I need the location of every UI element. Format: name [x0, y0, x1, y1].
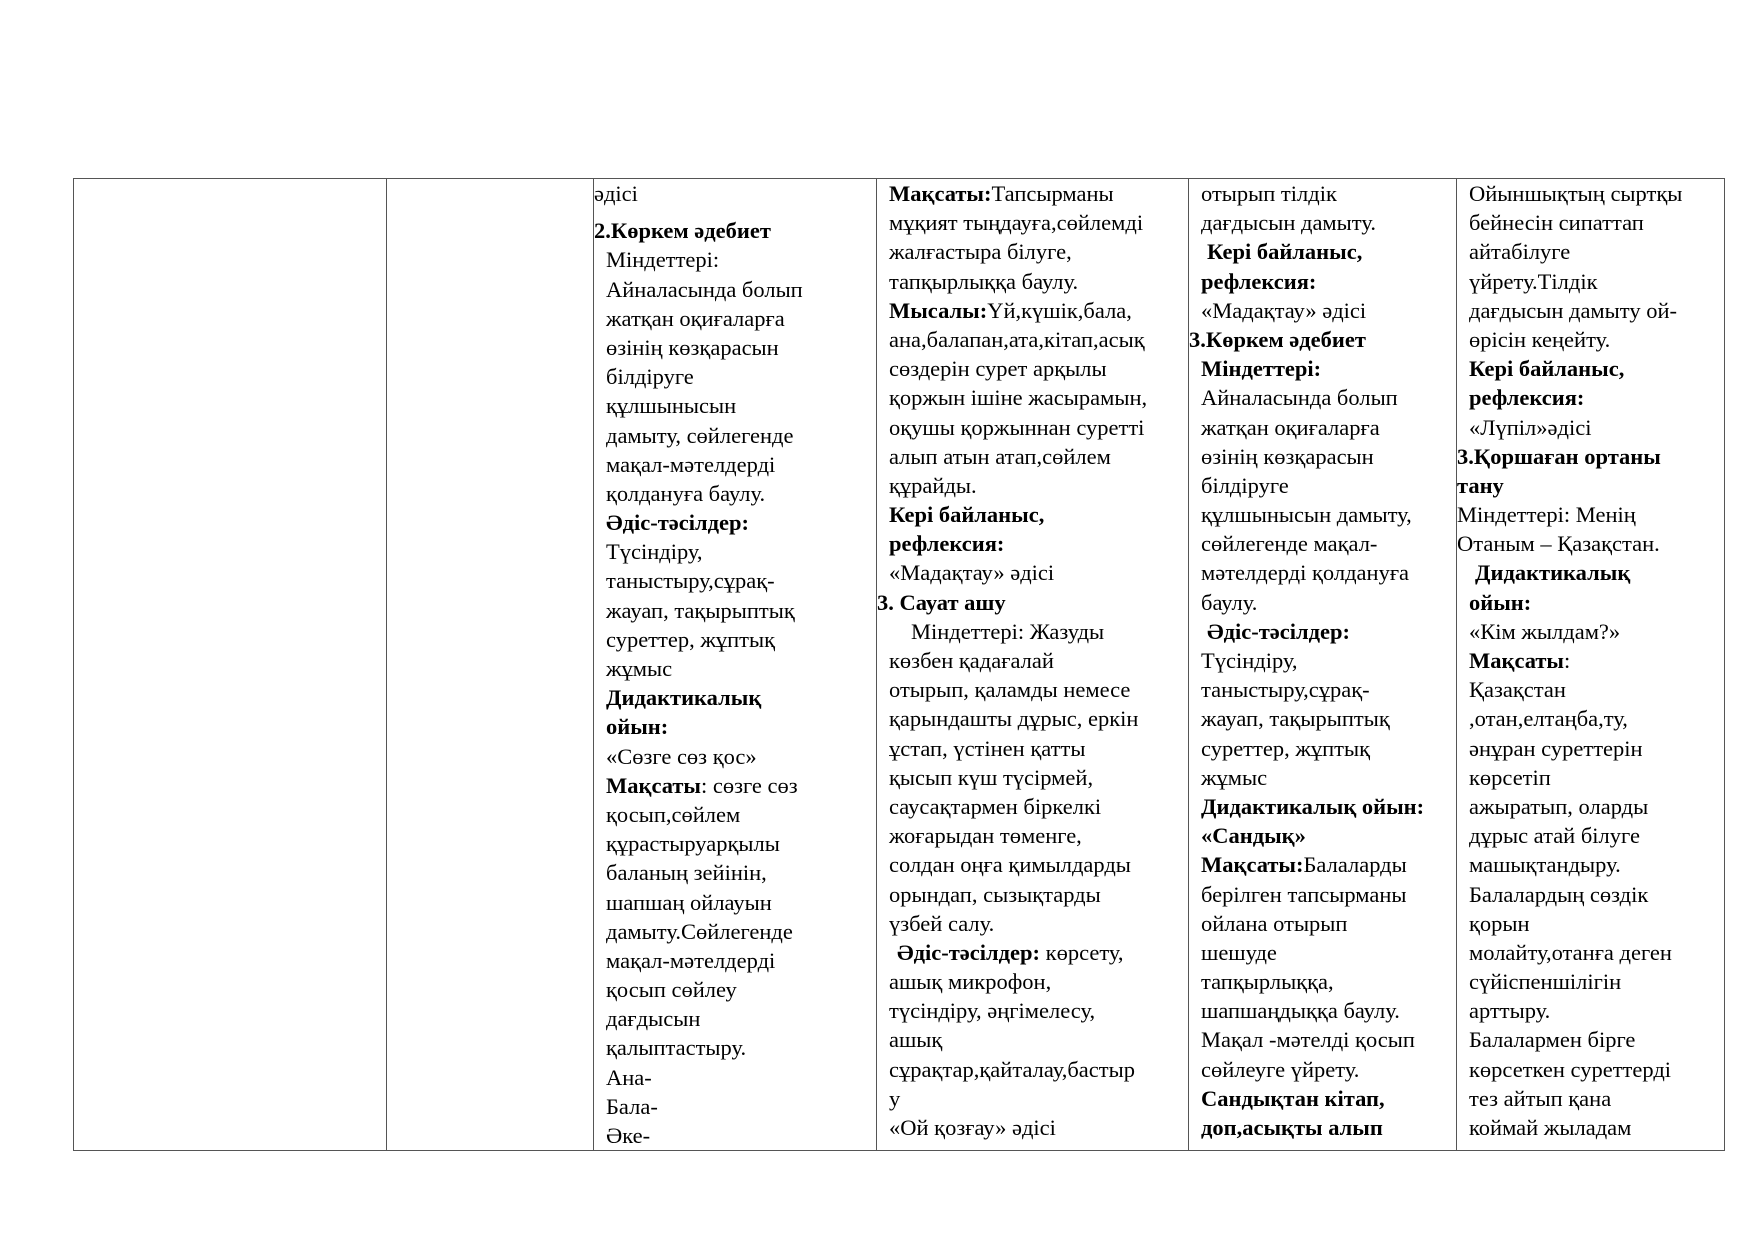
text-line: дұрыс атай білуге: [1469, 823, 1640, 849]
text-run: :: [1564, 648, 1571, 673]
text-line: қолдануға баулу.: [606, 480, 766, 506]
text-line: Түсіндіру,: [606, 539, 703, 565]
text-line: жоғарыдан төменге,: [889, 823, 1082, 849]
text-line: доп,асықты алып: [1201, 1115, 1383, 1140]
text-line: Міндеттері:: [606, 247, 720, 273]
text-line: көрсеткен суреттерді: [1469, 1056, 1672, 1082]
text-line: Ана-: [606, 1064, 652, 1090]
text-line: қорын: [1469, 910, 1530, 936]
text-line: солдан оңға қимылдарды: [889, 852, 1131, 878]
table-cell-col-5: [1189, 179, 1457, 1151]
text-line: «Сөзге сөз қос»: [606, 743, 757, 769]
text-run: Тапсырманы: [991, 181, 1114, 206]
text-run: Әдіс-тәсілдер:: [897, 939, 1041, 965]
text-line: түсіндіру, әңгімелесу,: [889, 998, 1096, 1024]
text-line: Балалардың сөздік: [1469, 881, 1649, 907]
text-line: у: [889, 1085, 901, 1111]
text-line: қосып,сөйлем: [606, 801, 741, 827]
text-line: қарындашты дұрыс, еркін: [889, 706, 1139, 732]
text-line: ойын:: [1469, 589, 1532, 615]
text-line: үйрету.Тілдік: [1469, 268, 1598, 294]
text-line: сұрақтар,қайталау,бастыр: [889, 1056, 1135, 1082]
table-cell-col-2: [387, 179, 594, 1151]
text-line: «Сандық»: [1201, 823, 1306, 849]
text-line: жатқан оқиғаларға: [1201, 414, 1380, 440]
text-line: Түсіндіру,: [1201, 648, 1298, 673]
text-line: әдісі: [594, 181, 638, 206]
text-line: тапқырлыққа,: [1201, 969, 1334, 995]
lesson-plan-table: [73, 178, 1725, 1151]
text-line: Міндеттері: Менің: [1457, 502, 1636, 528]
text-line: оқушы қоржыннан суретті: [889, 414, 1145, 440]
text-line: [877, 296, 1188, 325]
text-line: қалыптастыру.: [606, 1035, 747, 1061]
text-line: құрайды.: [889, 472, 977, 498]
text-line: өзінің көзқарасын: [1201, 443, 1374, 469]
text-line: саусақтармен біркелкі: [889, 793, 1102, 819]
text-line: рефлексия:: [1201, 268, 1317, 294]
text-line: «Ой қозғау» әдісі: [889, 1115, 1056, 1140]
text-line: ойлана отырып: [1201, 910, 1348, 936]
text-line: орындап, сызықтарды: [889, 881, 1101, 907]
text-line: «Лүпіл»әдісі: [1469, 414, 1592, 440]
text-line: сүйіспеншілігін: [1469, 969, 1622, 995]
text-line: таныстыру,сұрақ-: [1201, 677, 1370, 703]
text-line: үзбей салу.: [889, 910, 995, 936]
text-line: баланың зейінін,: [606, 860, 767, 886]
text-line: дағдысын дамыту ой-: [1469, 297, 1677, 323]
text-line: Кері байланыс,: [889, 502, 1045, 528]
text-line: құлшынысын: [606, 393, 737, 419]
text-line: [1457, 646, 1724, 675]
text-line: өрісін кеңейту.: [1469, 326, 1611, 352]
text-line: Сандықтан кітап,: [1201, 1085, 1385, 1111]
text-run: Мақсаты:: [889, 181, 992, 206]
text-line: мақал-мәтелдерді: [606, 451, 776, 477]
text-line: бейнесін сипаттап: [1469, 210, 1644, 236]
text-line: коймай жыладам: [1469, 1115, 1632, 1140]
text-line: айтабілуге: [1469, 239, 1571, 265]
text-line: мұқият тыңдауға,сөйлемді: [889, 210, 1144, 236]
text-line: «Мадақтау» әдісі: [889, 560, 1055, 586]
text-line: ұстап, үстінен қатты: [889, 735, 1086, 761]
text-line: [594, 771, 876, 800]
text-line: «Мадақтау» әдісі: [1201, 297, 1367, 323]
text-line: дамыту, сөйлегенде: [606, 422, 794, 448]
text-line: құлшынысын дамыту,: [1201, 502, 1412, 528]
text-line: рефлексия:: [1469, 385, 1585, 411]
text-line: Әдіс-тәсілдер:: [1207, 618, 1351, 644]
text-line: сөйлегенде мақал-: [1201, 531, 1378, 557]
text-line: Мақал -мәтелді қосып: [1201, 1027, 1415, 1053]
text-line: Балалармен бірге: [1469, 1027, 1636, 1053]
text-run: Үй,күшік,бала,: [987, 297, 1132, 323]
text-line: 3. Сауат ашу: [877, 589, 1006, 615]
text-line: Әке-: [606, 1123, 651, 1148]
table-row: [74, 179, 1725, 1151]
text-line: қосып сөйлеу: [606, 977, 737, 1003]
text-line: Айналасында болып: [1201, 385, 1398, 411]
text-line: 2.Көркем әдебиет: [594, 218, 771, 244]
text-line: Бала-: [606, 1093, 658, 1119]
text-line: жауап, тақырыптық: [1201, 706, 1390, 732]
text-line: білдіруге: [1201, 472, 1289, 498]
text-line: машықтандыру.: [1469, 852, 1621, 878]
text-line: ашық: [889, 1027, 943, 1053]
text-line: әнұран суреттерін: [1469, 735, 1643, 761]
text-line: суреттер, жұптық: [1201, 735, 1371, 761]
text-line: [877, 938, 1188, 967]
text-run: Мақсаты: [1469, 648, 1564, 673]
text-line: ,отан,елтаңба,ту,: [1469, 706, 1628, 732]
text-run: : сөзге сөз: [701, 772, 798, 798]
text-line: тапқырлыққа баулу.: [889, 268, 1079, 294]
text-line: таныстыру,сұрақ-: [606, 568, 775, 594]
text-line: мақал-мәтелдерді: [606, 947, 776, 973]
text-line: жауап, тақырыптық: [606, 597, 795, 623]
text-line: алып атын атап,сөйлем: [889, 443, 1111, 469]
text-line: құрастыруарқылы: [606, 831, 780, 857]
text-line: өзінің көзқарасын: [606, 334, 779, 360]
text-line: қоржын ішіне жасырамын,: [889, 385, 1148, 411]
text-line: жатқан оқиғаларға: [606, 305, 785, 331]
text-line: дағдысын дамыту.: [1201, 210, 1376, 236]
text-line: Әдіс-тәсілдер:: [606, 510, 750, 536]
text-line: дағдысын: [606, 1006, 701, 1032]
text-line: көрсетіп: [1469, 764, 1551, 790]
text-line: рефлексия:: [889, 531, 1005, 557]
text-line: арттыру.: [1469, 998, 1551, 1024]
text-line: Ойыншықтың сыртқы: [1469, 181, 1683, 206]
text-line: Кері байланыс,: [1469, 356, 1625, 382]
text-line: мәтелдерді қолдануға: [1201, 560, 1410, 586]
text-line: Міндеттері:: [1201, 356, 1322, 382]
text-line: Қазақстан: [1469, 677, 1566, 703]
table-cell-col-4: [877, 179, 1189, 1151]
text-run: Мақсаты:: [1201, 852, 1304, 878]
text-line: суреттер, жұптық: [606, 626, 776, 652]
text-line: шапшаң ойлауын: [606, 889, 772, 915]
text-line: жұмыс: [1201, 764, 1268, 790]
text-line: тез айтып қана: [1469, 1085, 1612, 1111]
text-line: сөздерін сурет арқылы: [889, 356, 1107, 382]
text-line: 3.Қоршаған ортаны: [1457, 443, 1661, 469]
text-line: Дидактикалық ойын:: [1201, 793, 1425, 819]
text-line: жалғастыра білуге,: [889, 239, 1072, 265]
text-line: Кері байланыс,: [1207, 239, 1363, 265]
text-run: Балаларды: [1303, 852, 1407, 878]
table-cell-col-1: [74, 179, 387, 1151]
text-line: Дидактикалық: [606, 685, 762, 711]
text-line: баулу.: [1201, 589, 1258, 615]
text-line: Дидактикалық: [1475, 560, 1631, 586]
text-run: көрсету,: [1040, 939, 1124, 965]
text-line: отырып тілдік: [1201, 181, 1337, 206]
text-line: отырып, қаламды немесе: [889, 677, 1131, 703]
table-cell-col-6: [1457, 179, 1725, 1151]
text-line: «Кім жылдам?»: [1469, 618, 1621, 644]
text-line: 3.Көркем әдебиет: [1189, 326, 1366, 352]
text-line: білдіруге: [606, 364, 694, 390]
text-line: Міндеттері: Жазуды: [911, 618, 1105, 644]
text-line: ойын:: [606, 714, 669, 740]
text-line: берілген тапсырманы: [1201, 881, 1407, 907]
text-line: дамыту.Сөйлегенде: [606, 918, 793, 944]
text-line: [877, 179, 1188, 208]
text-line: қысып күш түсірмей,: [889, 764, 1094, 790]
text-line: [1189, 850, 1456, 879]
text-run: Мысалы:: [889, 297, 988, 323]
text-run: Мақсаты: [606, 772, 701, 798]
text-line: жұмыс: [606, 656, 673, 681]
text-line: ажыратып, оларды: [1469, 793, 1649, 819]
text-line: молайту,отанға деген: [1469, 939, 1672, 965]
text-line: Отаным – Қазақстан.: [1457, 531, 1660, 557]
text-line: ана,балапан,ата,кітап,асық: [889, 326, 1145, 352]
table-cell-col-3: [594, 179, 877, 1151]
text-line: шапшаңдыққа баулу.: [1201, 998, 1400, 1024]
text-line: тану: [1457, 472, 1504, 498]
text-line: сөйлеуге үйрету.: [1201, 1056, 1360, 1082]
text-line: ашық микрофон,: [889, 969, 1052, 995]
text-line: шешуде: [1201, 939, 1277, 965]
text-line: Айналасында болып: [606, 276, 803, 302]
text-line: көзбен қадағалай: [889, 648, 1054, 673]
